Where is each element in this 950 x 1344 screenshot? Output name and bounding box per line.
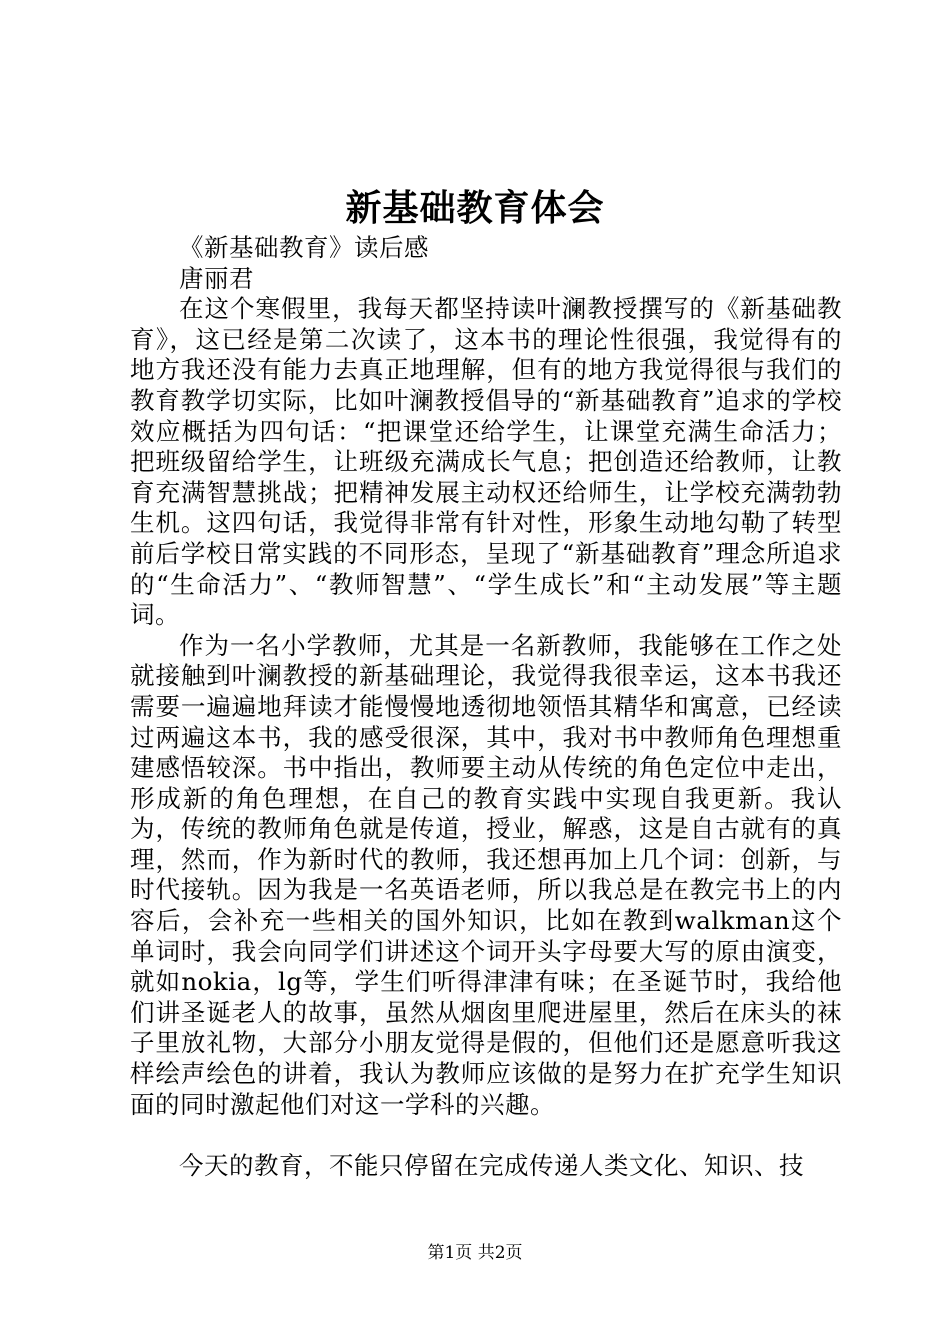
page-number-footer: 第1页 共2页 xyxy=(427,1243,523,1263)
document-body xyxy=(130,233,842,1181)
body-paragraph-1: 在这个寒假里，我每天都坚持读叶澜教授撰写的《新基础教育》，这已经是第二次读了，这本书的理论性很强，我觉得有的地方我还没有能力去真正地理解，但有的地方我觉得很与我们的教育教学切实际，比如叶澜教授倡导的“新基础教育”追求的学校效应概括为四句话：“把课堂还给学生，让课堂充满生命活力；把班级留给学生，让班级充满成长气息；把创造还给教师，让教育充满智慧挑战；把精神发展主动权还给师生，让学校充满勃勃生机。这四句话，我觉得非常有针对性，形象生动地勾勒了转型前后学校日常实践的不同形态，呈现了“新基础教育”理念所追求的“生命活力”、“教师智慧”、“学生成长”和“主动发展”等主题词。 xyxy=(130,294,842,630)
body-paragraph-2: 作为一名小学教师，尤其是一名新教师，我能够在工作之处就接触到叶澜教授的新基础理论，我觉得我很幸运，这本书我还需要一遍遍地拜读才能慢慢地透彻地领悟其精华和寓意，已经读过两遍这本书，我的感受很深，其中，我对书中教师角色理想重建感悟较深。书中指出，教师要主动从传统的角色定位中走出，形成新的角色理想，在自己的教育实践中实现自我更新。我认为，传统的教师角色就是传道，授业，解惑，这是自古就有的真理，然而，作为新时代的教师，我还想再加上几个词：创新，与时代接轨。因为我是一名英语老师，所以我总是在教完书上的内容后，会补充一些相关的国外知识，比如在教到walkman这个单词时，我会向同学们讲述这个词开头字母要大写的原由演变，就如nokia，lg等，学生们听得津津有味；在圣诞节时，我给他们讲圣诞老人的故事，虽然从烟囱里爬进屋里，然后在床头的袜子里放礼物，大部分小朋友觉得是假的，但他们还是愿意听我这样绘声绘色的讲着，我认为教师应该做的是努力在扩充学生知识面的同时激起他们对这一学科的兴趣。 xyxy=(130,630,842,1119)
document-title: 新基础教育体会 xyxy=(345,187,605,229)
subtitle-line: 《新基础教育》读后感 xyxy=(179,233,429,262)
author-line: 唐丽君 xyxy=(179,263,254,293)
body-paragraph-3: 今天的教育，不能只停留在完成传递人类文化、知识、技 xyxy=(179,1150,804,1180)
